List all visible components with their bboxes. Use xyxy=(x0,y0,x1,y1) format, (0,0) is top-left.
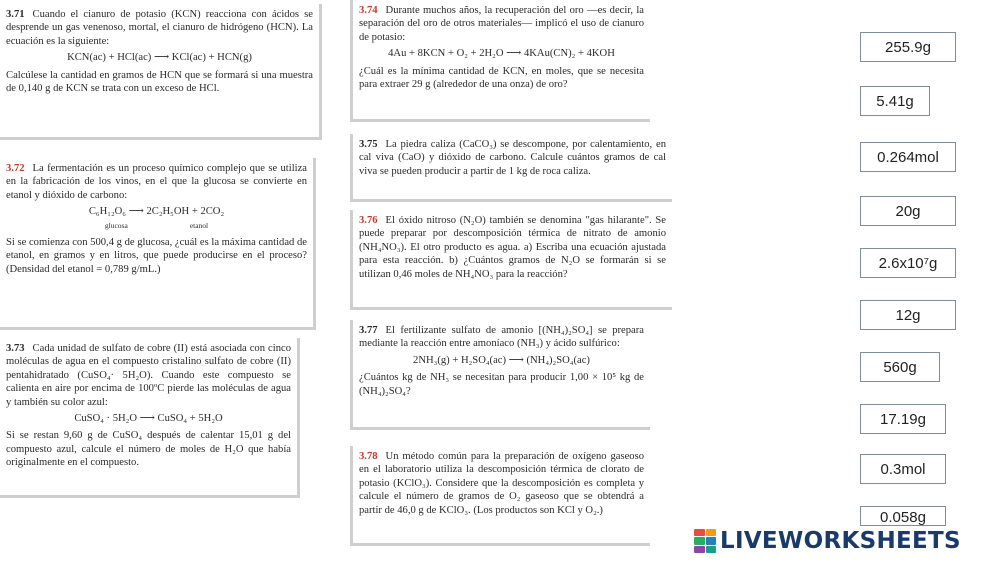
answer-box-3[interactable]: 0.264mol xyxy=(860,142,956,172)
answer-box-7[interactable]: 560g xyxy=(860,352,940,382)
problem-text: Cada unidad de sulfato de cobre (II) está asociada con cinco moléculas de agua en el compuesto cristalino sulfato de cobre (II) pentahidratado (CuSO₄· 5H₂O). Cuando este compuesto se calienta en aire por encima de 100ºC pierde las moléculas de agua y también su color azul: xyxy=(6,343,291,408)
problem-number: 3.76 xyxy=(359,215,378,226)
problem-question: Calcúlese la cantidad en gramos de HCN que se formará si una muestra de 0,140 g de KCN se trata con un exceso de HCl. xyxy=(6,69,313,95)
problem-question: Si se restan 9,60 g de CuSO₄ después de calentar 15,01 g del compuesto azul, calcule el número de moles de H₂O que había originalmente en el compuesto. xyxy=(6,430,291,469)
problem-3-76 xyxy=(350,210,672,310)
problem-3-73 xyxy=(0,338,300,498)
problem-text: El óxido nitroso (N₂O) también se denomina "gas hilarante". Se puede preparar por descomposición térmica de nitrato de amonio (NH₄NO₃). El otro producto es agua. a) Escriba una ecuación ajustada para esta reacción. b) ¿Cuántos gramos de N₂O se formarán si se utilizan 0,46 moles de NH₄NO₃ para la reacción? xyxy=(359,215,666,280)
problem-text: El fertilizante sulfato de amonio [(NH₄)₂SO₄] se prepara mediante la reacción entre amoníaco (NH₃) y ácido sulfúrico: xyxy=(359,325,644,350)
chemical-equation: C₆H₁₂O₆ ⟶ 2C₂H₅OH + 2CO₂ xyxy=(88,206,225,218)
problem-number: 3.73 xyxy=(6,343,25,354)
answer-box-2[interactable]: 5.41g xyxy=(860,86,930,116)
chemical-equation: 2NH₃(g) + H₂SO₄(ac) ⟶ (NH₄)₂SO₄(ac) xyxy=(413,354,590,366)
answer-box-1[interactable]: 255.9g xyxy=(860,32,956,62)
answer-box-5[interactable]: 2.6x10⁷g xyxy=(860,248,956,278)
answer-box-9[interactable]: 0.3mol xyxy=(860,454,946,484)
liveworksheets-logo xyxy=(694,526,961,556)
chemical-equation: KCN(ac) + HCl(ac) ⟶ KCl(ac) + HCN(g) xyxy=(67,52,252,64)
chemical-equation: CuSO₄ · 5H₂O ⟶ CuSO₄ + 5H₂O xyxy=(74,413,223,425)
equation-label-glucosa: glucosa xyxy=(104,220,128,230)
problem-3-74 xyxy=(350,0,650,122)
logo-mark-icon xyxy=(694,529,716,553)
chemical-equation: 4Au + 8KCN + O₂ + 2H₂O ⟶ 4KAu(CN)₂ + 4KOH xyxy=(388,48,615,60)
problem-number: 3.77 xyxy=(359,325,378,336)
problem-number: 3.78 xyxy=(359,451,378,462)
problem-3-78 xyxy=(350,446,650,546)
problem-text: Un método común para la preparación de oxígeno gaseoso en el laboratorio utiliza la descomposición térmica de clorato de potasio (KClO₃). Considere que la descomposición es completa y calcule el número de gramos de O₂ gaseoso que se obtendrá a partir de 46,0 g de KClO₃. (Los productos son KCl y O₂.) xyxy=(359,451,644,516)
answer-box-6[interactable]: 12g xyxy=(860,300,956,330)
problem-text: La fermentación es un proceso químico complejo que se utiliza en la fabricación de los vinos, en el que la glucosa se convierte en etanol y dióxido de carbono: xyxy=(6,163,307,201)
logo-text: LIVEWORKSHEETS xyxy=(720,528,961,554)
problem-number: 3.74 xyxy=(359,5,378,16)
problem-3-71 xyxy=(0,4,322,140)
problem-3-72 xyxy=(0,158,316,330)
problem-question: Si se comienza con 500,4 g de glucosa, ¿cuál es la máxima cantidad de etanol, en gramos y en litros, que puede producirse en el proceso? (Densidad del etanol = 0,789 g/mL.) xyxy=(6,237,307,275)
problem-text: La piedra caliza (CaCO₃) se descompone, por calentamiento, en cal viva (CaO) y dióxido de carbono. Calcule cuántos gramos de cal viva se pueden producir a partir de 1 kg de roca caliza. xyxy=(359,139,666,177)
problem-number: 3.71 xyxy=(6,9,25,20)
problem-3-75 xyxy=(350,134,672,202)
problem-number: 3.75 xyxy=(359,139,378,150)
answer-box-4[interactable]: 20g xyxy=(860,196,956,226)
answer-box-10[interactable]: 0.058g xyxy=(860,506,946,526)
problem-text: Cuando el cianuro de potasio (KCN) reacciona con ácidos se desprende un gas venenoso, mortal, el cianuro de hidrógeno (HCN). La ecuación es la siguiente: xyxy=(6,9,313,47)
problem-3-77 xyxy=(350,320,650,430)
problem-question: ¿Cuál es la mínima cantidad de KCN, en moles, que se necesita para extraer 29 g (alrededor de una onza) de oro? xyxy=(359,65,644,91)
problem-question: ¿Cuántos kg de NH₃ se necesitan para producir 1,00 × 10⁵ kg de (NH₄)₂SO₄? xyxy=(359,372,644,397)
equation-label-etanol: etanol xyxy=(189,220,209,230)
problem-text: Durante muchos años, la recuperación del oro —es decir, la separación del oro de otros materiales— implicó el uso de cianuro de potasio: xyxy=(359,5,644,43)
answer-box-8[interactable]: 17.19g xyxy=(860,404,946,434)
problem-number: 3.72 xyxy=(6,163,25,174)
